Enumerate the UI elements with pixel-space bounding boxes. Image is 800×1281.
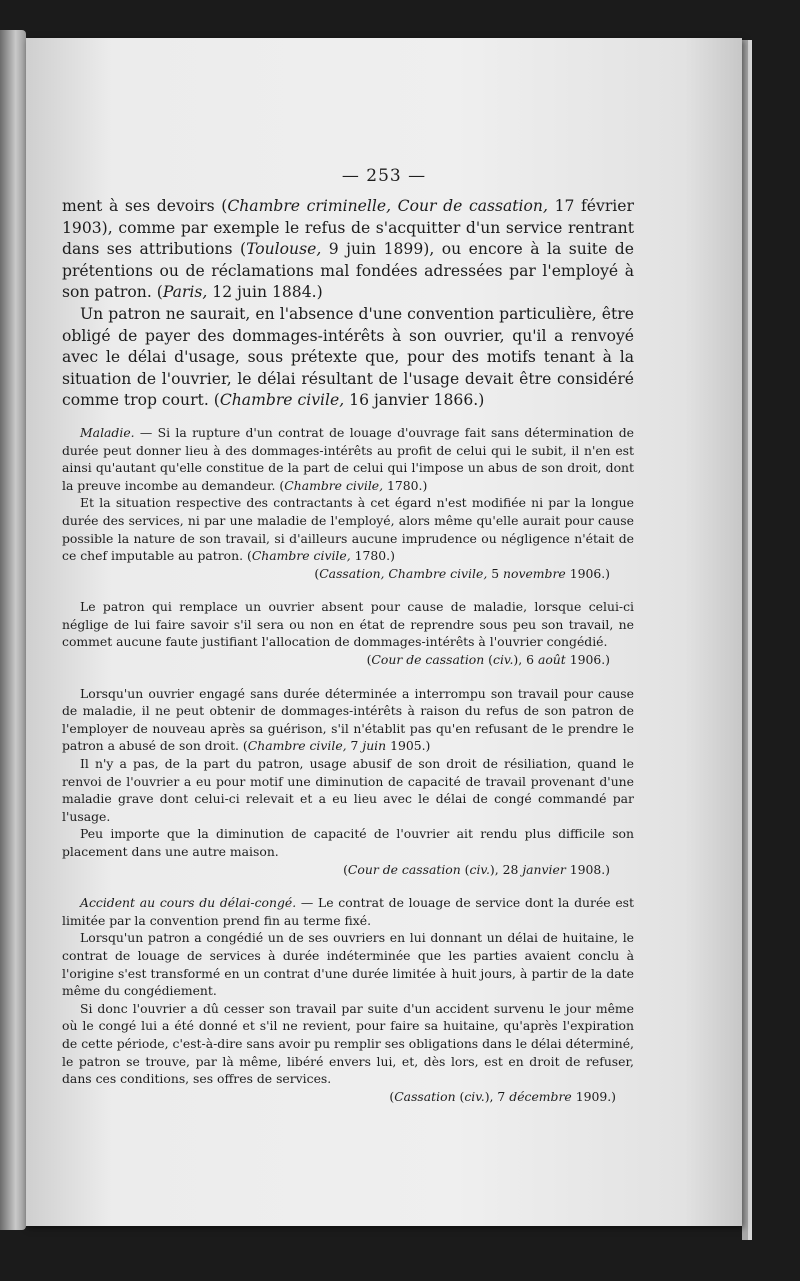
accident-paragraph-1: Accident au cours du délai-congé. — Le contrat de louage de service dont la durée est limitée par la convention prend fin au terme fixé. [62,895,634,928]
accident-paragraph-3: Si donc l'ouvrier a dû cesser son travail par suite d'un accident survenu le jour même où le congé lui a été donné et s'il ne revient, pour faire sa huitaine, qu'après l'expiration de cette période, c'est-à-dire sans avoir pu remplir ses obligations dans le délai déterminé, le patron se trouve, par là même, libéré envers lui, et, dès lors, est en droit de refuser, dans ces conditions, ses offres de services. [62,1000,634,1087]
accident-citation: (Cassation (civ.), 7 décembre 1909.) [389,1088,616,1104]
page-edge-highlight [748,40,752,1240]
intro-paragraph-2: Un patron ne saurait, en l'absence d'une convention particulière, être obligé de payer des dommages-intérêts à son ouvrier, qu'il a renvoyé avec le délai d'usage, sous prétexte que, pour des motifs tenant à la situation de l'ouvrier, le délai résultant de l'usage devait être considéré comme trop court. (Chambre civile, 16 janvier 1866.) [62,304,634,410]
maladie-paragraph-3: Le patron qui remplace un ouvrier absent pour cause de maladie, lorsque celui-ci néglige de lui faire savoir s'il sera ou non en état de reprendre sous peu son travail, ne commet aucune faute justifiant l'allocation de dommages-intérêts à l'ouvrier congédié. [62,599,634,650]
page-number: — 253 — [341,166,427,186]
maladie-citation-3: (Cour de cassation (civ.), 28 janvier 1908.) [343,861,610,877]
maladie-citation-1: (Cassation, Chambre civile, 5 novembre 1906.) [314,565,610,581]
book-page [26,38,742,1226]
maladie-paragraph-2: Et la situation respective des contractants à cet égard n'est modifiée ni par la longue durée des services, ni par une maladie de l'employé, alors même qu'elle aurait pour cause possible la nature de son travail, si d'ailleurs aucune imprudence ou négligence n'était de ce chef imputable au patron. (Chambre civile, 1780.) [62,495,634,564]
text-column [62,196,634,1105]
intro-paragraph-1: ment à ses devoirs (Chambre criminelle, Cour de cassation, 17 février 1903), comme par exemple le refus de s'acquitter d'un service rentrant dans ses attributions (Toulouse, 9 juin 1899), ou encore à la suite de prétentions ou de réclamations mal fondées adressées par l'employé à son patron. (Paris, 12 juin 1884.) [62,197,634,302]
maladie-paragraph-5: Il n'y a pas, de la part du patron, usage abusif de son droit de résiliation, quand le renvoi de l'ouvrier a eu pour motif une diminution de capacité de travail provenant d'une maladie grave dont celui-ci relevait et a eu lieu avec le délai de congé commandé par l'usage. [62,756,634,824]
section-title-maladie: Maladie. [80,424,135,440]
maladie-citation-2: (Cour de cassation (civ.), 6 août 1906.) [366,652,610,668]
accident-paragraph-2: Lorsqu'un patron a congédié un de ses ouvriers en lui donnant un délai de huitaine, le contrat de louage de services à durée indéterminée que les parties avaient conclu à l'origine s'est transformé en un contrat d'une durée limitée à huit jours, à partir de la date même du congédiement. [62,930,634,999]
section-title-accident: Accident au cours du délai-congé. [80,895,297,911]
maladie-paragraph-4: Lorsqu'un ouvrier engagé sans durée déterminée a interrompu son travail pour cause de maladie, il ne peut obtenir de dommages-intérêts à raison du refus de son patron de l'employer de nouveau après sa guérison, s'il n'établit pas qu'en refusant de le prendre le patron a abusé de son droit. (Chambre civile, 7 juin 1905.) [62,685,634,754]
left-page-edge [0,30,26,1230]
maladie-paragraph-6: Peu importe que la diminution de capacité de l'ouvrier ait rendu plus difficile son placement dans une autre maison. [62,826,634,859]
maladie-paragraph-1: Maladie. — Si la rupture d'un contrat de louage d'ouvrage fait sans détermination de durée peut donner lieu à des dommages-intérêts au profit de celui qui le subit, il n'en est ainsi qu'autant qu'elle constitue de la part de celui qui l'impose un abus de son droit, dont la preuve incombe au demandeur. (Chambre civile, 1780.) [62,424,634,493]
